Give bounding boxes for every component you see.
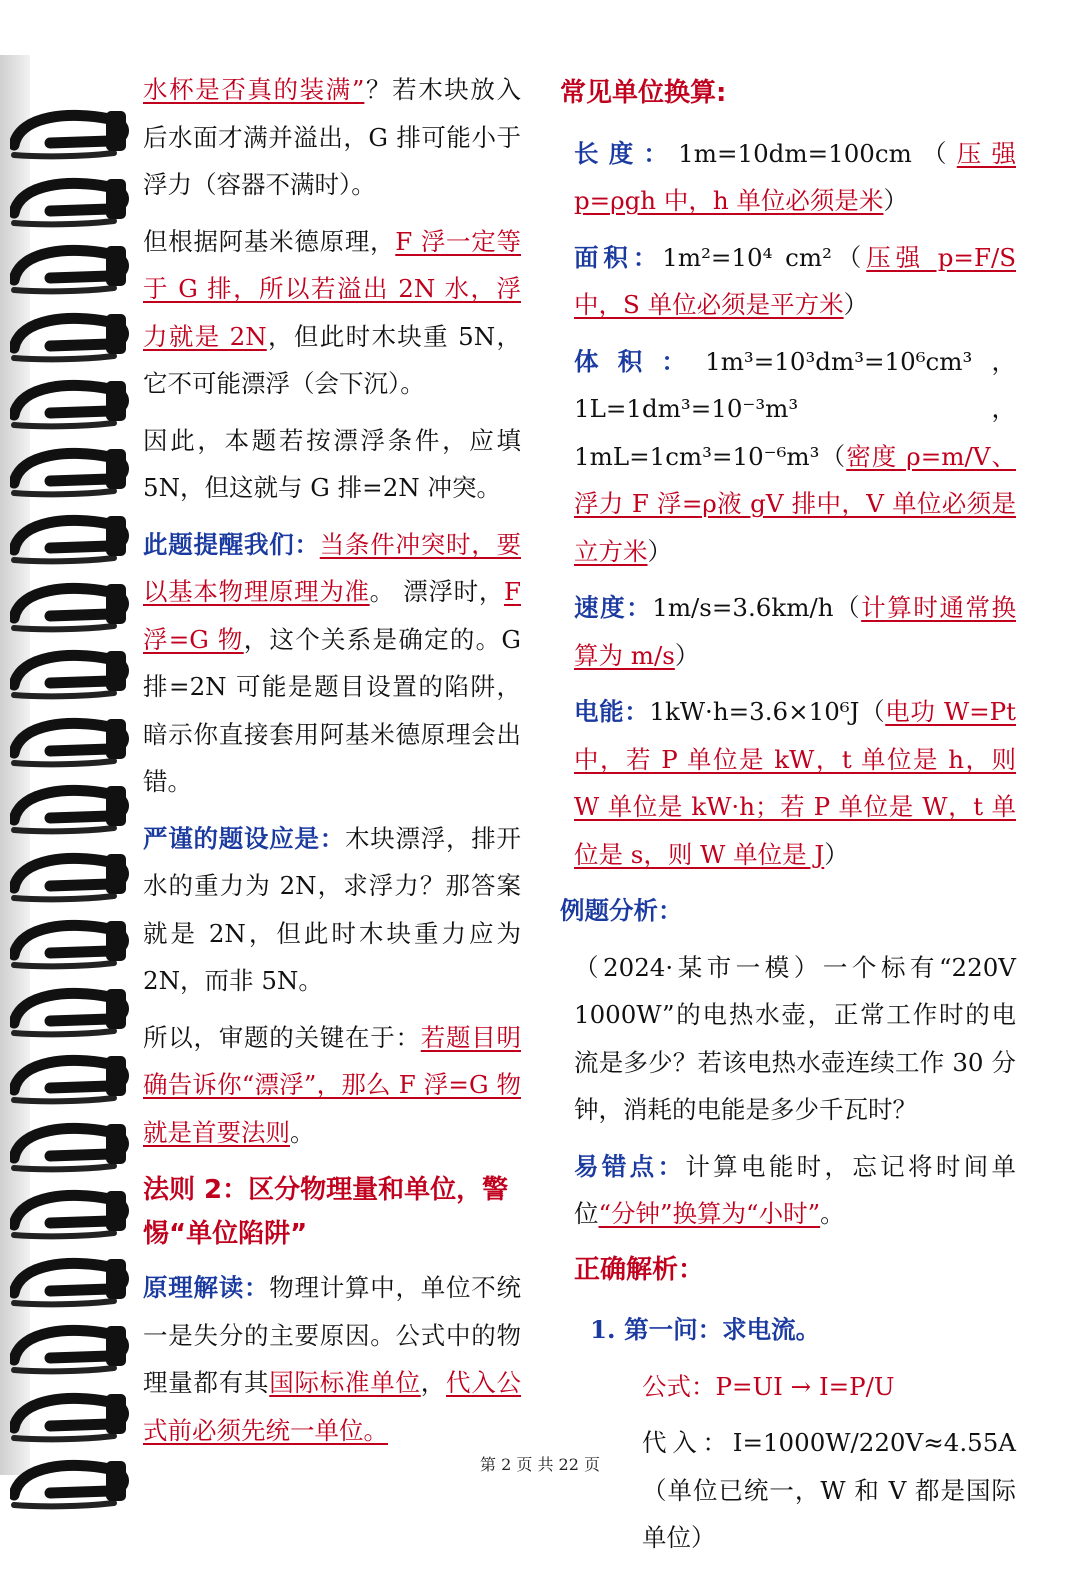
paragraph-6: 所以，审题的关键在于：若题目明确告诉你“漂浮”，那么 F 浮=G 物就是首要法则。 xyxy=(143,1022,521,1147)
binding-ring xyxy=(10,713,130,771)
binding-ring xyxy=(10,375,130,433)
underlined-text: 国际标准单位 xyxy=(269,1368,421,1397)
binding-ring xyxy=(10,1118,130,1176)
binding-ring xyxy=(10,443,130,501)
area-row: 面积：1m²=10⁴ cm²（压强 p=F/S 中，S 单位必须是平方米） xyxy=(574,242,1016,319)
rule-2-title: 法则 2：区分物理量和单位，警惕“单位陷阱” xyxy=(143,1175,509,1249)
paragraph-3: 因此，本题若按漂浮条件，应填 5N，但这就与 G 排=2N 冲突。 xyxy=(143,425,521,502)
binding-ring xyxy=(10,780,130,838)
underlined-text: 代入公式前必须先统一单位。 xyxy=(143,1368,521,1445)
underlined-text: 压强 p=F/S 中，S 单位必须是平方米 xyxy=(574,242,1016,319)
binding-ring xyxy=(10,240,130,298)
right-column xyxy=(560,66,1016,1571)
example-title: 例题分析： xyxy=(560,896,683,925)
paragraph-2: 但根据阿基米德原理，F 浮一定等于 G 排，所以若溢出 2N 水，浮力就是 2N，但此时木块重 5N，它不可能漂浮（会下沉）。 xyxy=(143,226,521,398)
binding-ring xyxy=(10,1253,130,1311)
binding-ring xyxy=(10,105,130,163)
underlined-text: 计算时通常换算为 m/s xyxy=(574,593,1017,670)
underlined-text: F 浮=G 物 xyxy=(143,577,521,654)
binding-ring xyxy=(10,983,130,1041)
analysis-title: 正确解析： xyxy=(574,1254,705,1285)
underlined-text: 密度 ρ=m/V、浮力 F 浮=ρ液 gV 排中，V 单位必须是立方米 xyxy=(574,441,1016,566)
paragraph-5: 严谨的题设应是：木块漂浮，排开水的重力为 2N，求浮力？那答案就是 2N，但此时木块重力应为 2N，而非 5N。 xyxy=(143,823,521,995)
paragraph-7: 原理解读：物理计算中，单位不统一是失分的主要原因。公式中的物理量都有其国际标准单位，代入公式前必须先统一单位。 xyxy=(143,1273,521,1445)
underlined-text: 若题目明确告诉你“漂浮”，那么 F 浮=G 物就是首要法则 xyxy=(143,1022,521,1147)
underlined-text: F 浮一定等于 G 排，所以若溢出 2N 水，浮力就是 2N xyxy=(143,226,521,351)
substitute: 代入：I=1000W/220V≈4.55A（单位已统一，W 和 V 都是国际单位） xyxy=(642,1428,1016,1552)
underlined-text: 当条件冲突时，要以基本物理原理为准 xyxy=(143,529,521,606)
binding-ring xyxy=(10,1050,130,1108)
binding-ring xyxy=(10,173,130,231)
label: 严谨的题设应是： xyxy=(143,823,345,853)
binding-ring xyxy=(10,510,130,568)
paragraph-1: 水杯是否真的装满”？若木块放入后水面才满并溢出，G 排可能小于浮力（容器不满时）。 xyxy=(143,75,522,199)
formula: 公式：P=UI → I=P/U xyxy=(642,1371,895,1401)
length-row: 长度：1m=10dm=100cm（压强 p=ρgh 中，h 单位必须是米） xyxy=(574,138,1016,215)
example-text: （2024·某市一模）一个标有“220V 1000W”的电热水壶，正常工作时的电流是多少？若该电热水壶连续工作 30 分钟，消耗的电能是多少千瓦时？ xyxy=(574,952,1016,1124)
underlined-text: 压强 p=ρgh 中，h 单位必须是米 xyxy=(574,138,1016,215)
label: 原理解读： xyxy=(143,1273,270,1302)
underlined-text: “分钟”换算为“小时” xyxy=(598,1199,821,1228)
volume-row: 体积：1m³=10³dm³=10⁶cm³，1L=1dm³=10⁻³m³，1mL=1cm³=10⁻⁶m³（密度 ρ=m/V、浮力 F 浮=ρ液 gV 排中，V 单位必须是立方米） xyxy=(574,346,1017,566)
binding-ring xyxy=(10,848,130,906)
label: 此题提醒我们： xyxy=(143,529,320,559)
binding-ring xyxy=(10,308,130,366)
question-1: 1. 第一问：求电流。 xyxy=(590,1315,821,1344)
underlined-text: 电功 W=Pt 中，若 P 单位是 kW，t 单位是 h，则 W 单位是 kW·h；若 P 单位是 W，t 单位是 s，则 W 单位是 J xyxy=(574,697,1016,869)
binding-ring xyxy=(10,1388,130,1446)
paragraph-4: 此题提醒我们：当条件冲突时，要以基本物理原理为准。 漂浮时，F 浮=G 物，这个关系是确定的。G 排=2N 可能是题目设置的陷阱，暗示你直接套用阿基米德原理会出错。 xyxy=(143,529,521,796)
binding-ring xyxy=(10,578,130,636)
pitfall-row: 易错点：计算电能时，忘记将时间单位“分钟”换算为“小时”。 xyxy=(574,1151,1017,1228)
page-footer: 第 2 页 共 22 页 xyxy=(480,1455,600,1474)
speed-row: 速度：1m/s=3.6km/h（计算时通常换算为 m/s） xyxy=(574,593,1017,670)
binding-ring xyxy=(10,1320,130,1378)
binding-ring xyxy=(10,1185,130,1243)
energy-row: 电能：1kW·h=3.6×10⁶J（电功 W=Pt 中，若 P 单位是 kW，t 单位是 h，则 W 单位是 kW·h；若 P 单位是 W，t 单位是 s，则 W 单位是 J） xyxy=(574,697,1016,869)
unit-conversion-title: 常见单位换算: xyxy=(560,78,727,108)
binding-ring xyxy=(10,645,130,703)
binding-ring xyxy=(10,915,130,973)
underlined-text: 水杯是否真的装满” xyxy=(143,75,365,104)
left-column xyxy=(143,66,521,1463)
spiral-binding xyxy=(0,55,135,1475)
